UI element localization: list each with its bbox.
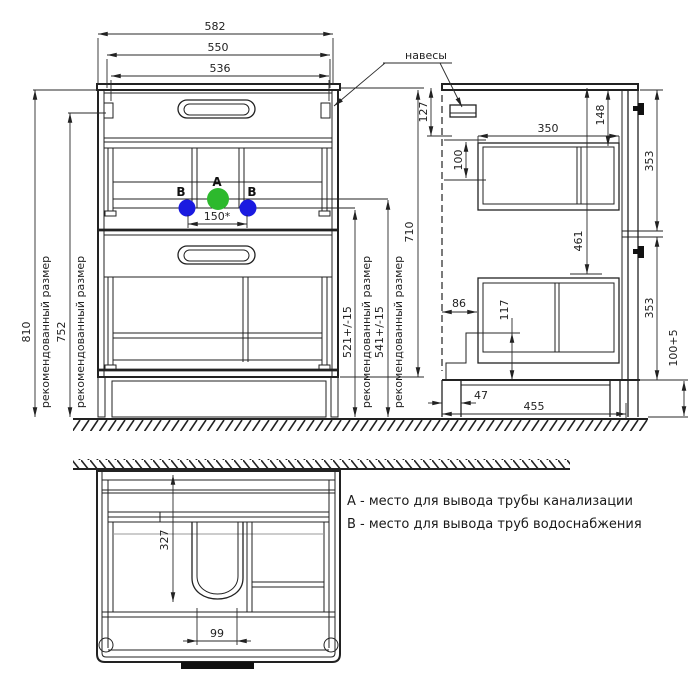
dim-150: 150* <box>203 210 231 223</box>
side-countertop <box>442 84 638 90</box>
wall-bracket-right <box>321 103 330 118</box>
dim-99: 99 <box>210 627 224 640</box>
top-drawer-front <box>104 93 332 138</box>
lower-shelf-niche <box>105 277 330 370</box>
dim-100: 100 <box>452 149 465 171</box>
ground-hatch <box>73 419 648 431</box>
dim-100-5: 100+5 <box>667 329 680 367</box>
dim-117: 117 <box>498 299 511 321</box>
wall-bracket-left <box>104 103 113 118</box>
legend-line-a: А - место для вывода трубы канализации <box>347 494 633 509</box>
dim-710: 710 <box>403 221 416 243</box>
cabinet-body <box>98 90 338 377</box>
bottom-handle <box>170 662 265 669</box>
point-a-label: A <box>212 175 222 189</box>
side-top-drawer-box <box>478 143 619 210</box>
dim-47: 47 <box>474 389 488 402</box>
dim-127: 127 <box>417 101 430 123</box>
dim-541: 541+/-15 <box>373 306 386 358</box>
front-dimensions <box>20 20 424 417</box>
point-b-left-label: B <box>176 185 186 199</box>
dim-752: 752 <box>55 321 68 343</box>
wall-hatch <box>73 459 570 469</box>
hinge-plate <box>450 105 476 117</box>
point-b-water-left <box>179 200 196 217</box>
door-knob-bottom <box>633 246 644 258</box>
side-lower-drawer-box <box>446 278 619 380</box>
dim-752-note: рекомендованный размер <box>74 255 87 409</box>
dim-521-note: рекомендованный размер <box>360 255 373 409</box>
front-legs <box>98 377 338 417</box>
dim-541-note: рекомендованный размер <box>392 255 405 409</box>
door-knob-top <box>633 103 644 115</box>
dim-86: 86 <box>452 297 466 310</box>
dim-810-note: рекомендованный размер <box>39 255 52 409</box>
dim-582: 582 <box>204 20 226 33</box>
side-view <box>442 84 688 417</box>
dim-455: 455 <box>523 400 545 413</box>
legend-line-b: В - место для вывода труб водоснабжения <box>347 517 642 532</box>
dim-350: 350 <box>537 122 559 135</box>
legend <box>347 494 642 532</box>
dim-148: 148 <box>594 104 607 126</box>
point-b-right-label: B <box>247 185 257 199</box>
lower-drawer-front <box>104 235 332 277</box>
dim-810: 810 <box>20 321 33 343</box>
front-view <box>97 84 388 417</box>
dim-536: 536 <box>209 62 231 75</box>
dim-521: 521+/-15 <box>341 306 354 358</box>
dim-550: 550 <box>207 41 229 54</box>
hinges-label: навесы <box>405 49 447 62</box>
dim-461: 461 <box>572 230 585 252</box>
point-a-sewage <box>207 188 229 210</box>
dim-353-top: 353 <box>643 150 656 172</box>
point-b-water-right <box>240 200 257 217</box>
dim-353-bottom: 353 <box>643 297 656 319</box>
dim-327: 327 <box>158 529 171 551</box>
